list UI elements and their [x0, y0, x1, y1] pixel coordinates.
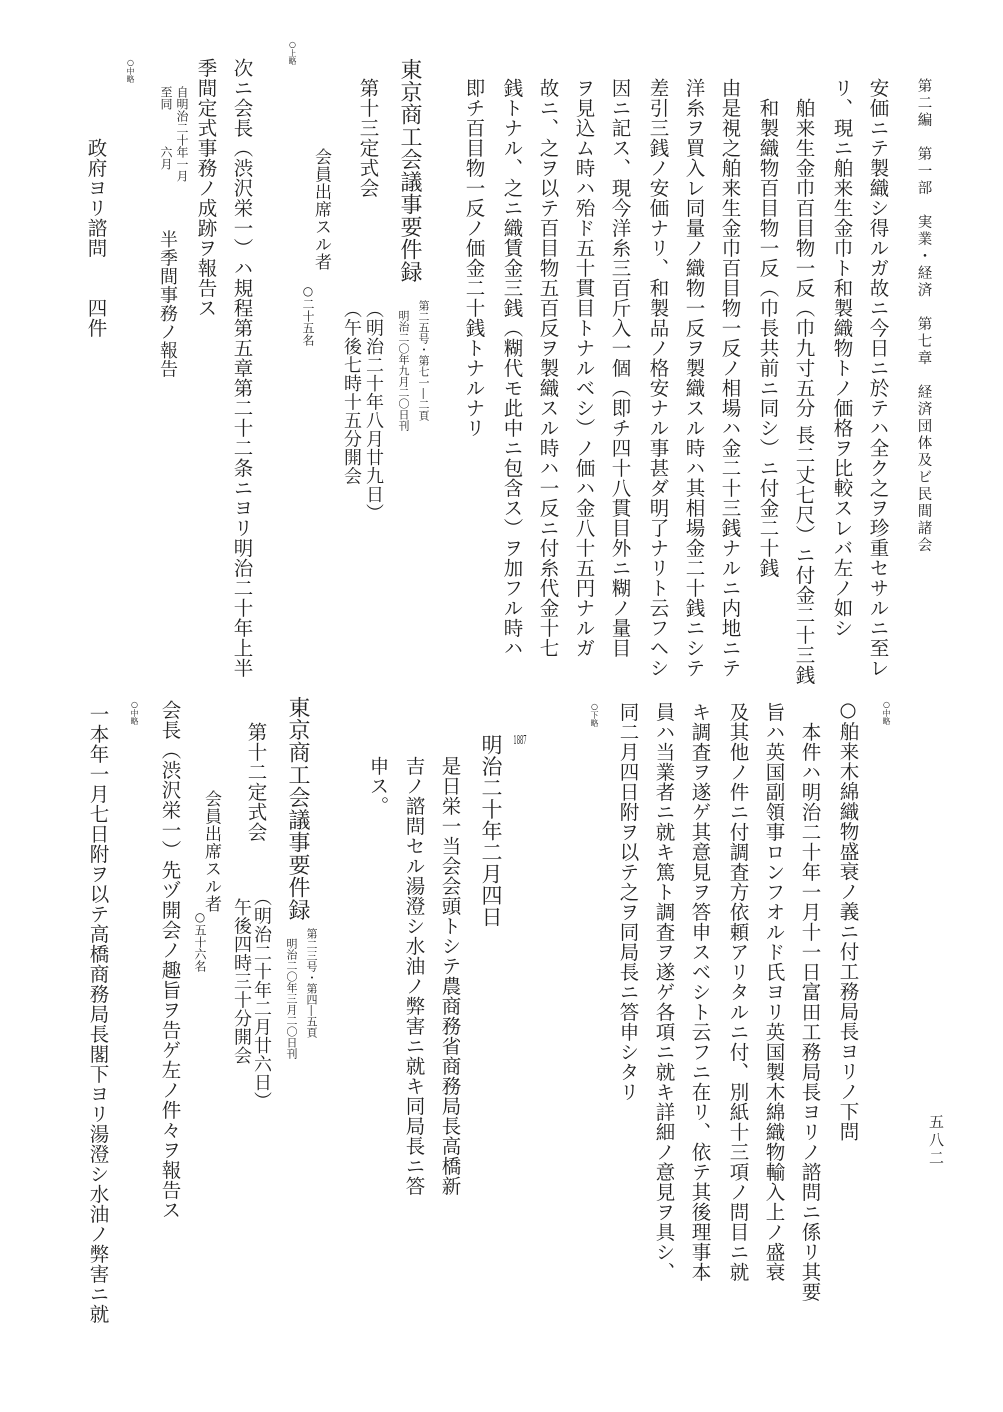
text-column: 及其他ノ件ニ付調査方依頼アリタルニ付、別紙十三項ノ問目ニ就: [726, 702, 750, 1282]
section-topic: ○舶来木綿織物盛衰ノ義ニ付工務局長ヨリノ下問: [836, 698, 860, 1142]
source-ref: 第二五号・第七一―二頁: [417, 300, 430, 421]
text-column: 和製織物百目物一反（巾長共前ニ同シ）ニ付金二十銭: [756, 98, 780, 578]
attendance-count: ○二十五名: [301, 284, 315, 346]
meeting-date: （明治二十年八月廿九日）: [363, 300, 384, 522]
meeting-name: 第十二定式会: [244, 722, 268, 842]
entry-date: 明治二十年二月四日: [479, 734, 503, 928]
text-column: 銭トナル、之ニ織賃金三銭（糊代モ此中ニ包含ス）ヲ加フル時ハ: [500, 78, 524, 658]
text-column: 季間定式事務ノ成跡ヲ報告ス: [194, 58, 218, 318]
text-column: ヲ見込ム時ハ殆ド五十貫目トナルベシ）ノ価ハ金八十五円ナルガ: [572, 78, 596, 658]
text-column: 一本年一月七日附ヲ以テ高橋商務局長閣下ヨリ湯澄シ水油ノ弊害ニ就: [86, 704, 110, 1324]
source-ref: 第二三号・第四―五頁: [305, 928, 318, 1038]
meeting-time: 午後四時三十分開会: [231, 898, 252, 1065]
year-western: 1887: [513, 734, 527, 746]
record-title: 東京商工会議事要件録: [397, 58, 422, 283]
chair-report: 会長（渋沢栄一）先ヅ開会ノ趣旨ヲ告ゲ左ノ件々ヲ報告ス: [158, 700, 182, 1220]
omit-mark: ○下略: [590, 702, 599, 727]
text-column: 本件ハ明治二十年一月十一日富田工務局長ヨリノ諮問ニ係リ其要: [798, 722, 822, 1302]
omit-mark: ○中略: [882, 700, 891, 725]
text-column: 差引三銭ノ安価ナリ、和製品ノ格安ナル事甚ダ明了ナリト云フヘシ: [646, 78, 670, 678]
meeting-name: 第十三定式会: [356, 78, 380, 198]
text-column: キ調査ヲ遂ゲ其意見ヲ答申スベシト云フニ在リ、依テ其後理事本: [688, 702, 712, 1282]
omit-mark: ○上略: [288, 40, 297, 65]
text-column: 舶来生金巾百目物一反（巾九寸五分 長二丈七尺）ニ付金二十三銭: [792, 98, 816, 685]
text-column: 次ニ会長（渋沢栄一）ハ規程第五章第二十二条ニヨリ明治二十年上半: [230, 58, 254, 678]
entry-text: 申ス。: [366, 756, 390, 816]
attendance-label: 会員出席スル者: [201, 790, 221, 913]
period-to: 至同 六月: [159, 86, 173, 170]
text-column: 因ニ記ス、現今洋糸三百斤入一個（即チ四十八貫目外ニ糊ノ量目: [608, 78, 632, 658]
meeting-date: （明治二十年二月廿六日）: [251, 888, 272, 1110]
text-column: 旨ハ英国副領事ロンフオルド氏ヨリ英国製木綿織物輸入上ノ盛衰: [762, 702, 786, 1282]
inquiry-heading: 政府ヨリ諮問 四件: [84, 138, 108, 338]
entry-text: 吉ノ諮問セル湯澄シ水油ノ弊害ニ就キ同局長ニ答: [402, 756, 426, 1196]
omit-mark: ○中略: [130, 700, 139, 725]
running-head: 第二編 第一部 実業・経済 第七章 経済団体及ビ民間諸会: [915, 78, 932, 554]
text-column: 洋糸ヲ買入レ同量ノ織物一反ヲ製織スル時ハ其相場金二十銭ニシテ: [682, 78, 706, 678]
text-column: 安価ニテ製織シ得ルガ故ニ今日ニ於テハ全ク之ヲ珍重セサルニ至レ: [866, 78, 890, 678]
source-date: 明治二〇年三月二〇日刊: [285, 938, 298, 1059]
period-from: 自明治二十年一月: [175, 86, 189, 182]
text-column: 故ニ、之ヲ以テ百目物五百反ヲ製織スル時ハ一反ニ付糸代金十七: [536, 78, 560, 658]
page-number: 五八二: [927, 1114, 945, 1168]
text-column: リ、現ニ舶来生金巾ト和製織物トノ価格ヲ比較スレバ左ノ如シ: [830, 78, 854, 638]
text-column: 員ハ当業者ニ就キ篤ト調査ヲ遂ゲ各項ニ就キ詳細ノ意見ヲ具シ、: [652, 702, 676, 1282]
record-title: 東京商工会議事要件録: [285, 696, 310, 921]
attendance-count: ○五十六名: [193, 910, 207, 972]
omit-mark: ○中略: [126, 58, 135, 83]
period-title: 半季間事務ノ報告: [157, 230, 178, 378]
attendance-label: 会員出席スル者: [311, 148, 331, 271]
meeting-time: （午後七時十五分開会: [341, 300, 362, 485]
entry-text: 是日栄一当会会頭トシテ農商務省商務局長高橋新: [438, 756, 462, 1196]
source-date: 明治二〇年九月二〇日刊: [397, 310, 410, 431]
text-column: 由是視之舶来生金巾百目物一反ノ相場ハ金二十三銭ナルニ内地ニテ: [718, 78, 742, 678]
text-column: 即チ百目物一反ノ価金二十銭トナルナリ: [462, 78, 486, 438]
text-column: 同二月四日附ヲ以テ之ヲ同局長ニ答申シタリ: [616, 702, 640, 1102]
